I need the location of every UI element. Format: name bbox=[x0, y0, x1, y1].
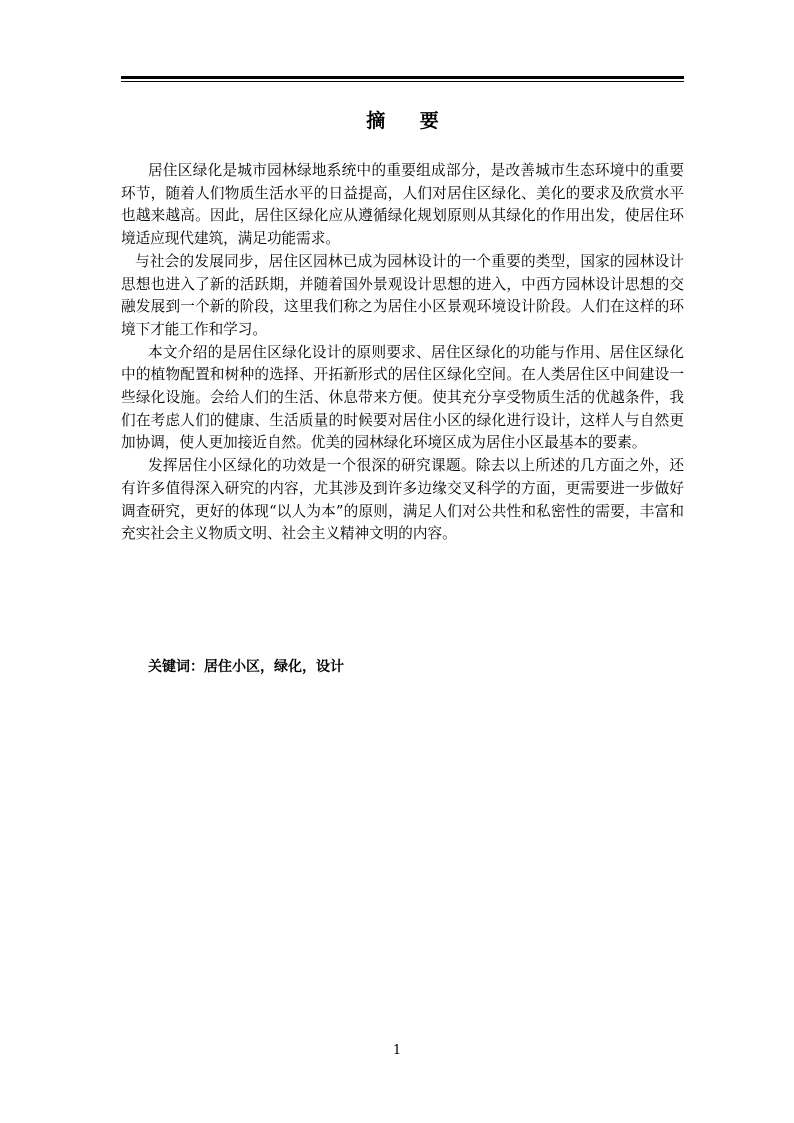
header-rule-thin bbox=[121, 81, 684, 82]
abstract-paragraph-3: 本文介绍的是居住区绿化设计的原则要求、居住区绿化的功能与作用、居住区绿化中的植物配置和树种的选择、开拓新形式的居住区绿化空间。在人类居住区中间建设一些绿化设施。会给人们的生活、休息带来方便。使其充分享受物质生活的优越条件，我们在考虑人们的健康、生活质量的时候要对居住小区的绿化进行设计，这样人与自然更加协调，使人更加接近自然。优美的园林绿化环境区成为居住小区最基本的要素。 bbox=[121, 343, 684, 452]
abstract-paragraph-2: 与社会的发展同步，居住区园林已成为园林设计的一个重要的类型，国家的园林设计思想也进入了新的活跃期，并随着国外景观设计思想的进入，中西方园林设计思想的交融发展到一个新的阶段，这里我们称之为居住小区景观环境设计阶段。人们在这样的环境下才能工作和学习。 bbox=[121, 252, 684, 338]
header-rule-thick bbox=[121, 76, 684, 79]
abstract-paragraph-1: 居住区绿化是城市园林绿地系统中的重要组成部分，是改善城市生态环境中的重要环节，随着人们物质生活水平的日益提高，人们对居住区绿化、美化的要求及欣赏水平也越来越高。因此，居住区绿化应从遵循绿化规划原则从其绿化的作用出发，使居住环境适应现代建筑，满足功能需求。 bbox=[121, 162, 684, 248]
abstract-body bbox=[121, 160, 684, 546]
keywords-line: 关键词：居住小区，绿化，设计 bbox=[148, 659, 344, 675]
page-number: 1 bbox=[392, 1043, 402, 1058]
abstract-paragraph-4: 发挥居住小区绿化的功效是一个很深的研究课题。除去以上所述的几方面之外，还有许多值得深入研究的内容，尤其涉及到许多边缘交叉科学的方面，更需要进一步做好调查研究，更好的体现“以人为本”的原则，满足人们对公共性和私密性的需要，丰富和充实社会主义物质文明、社会主义精神文明的内容。 bbox=[121, 457, 684, 543]
page-title: 摘 要 bbox=[366, 110, 453, 132]
